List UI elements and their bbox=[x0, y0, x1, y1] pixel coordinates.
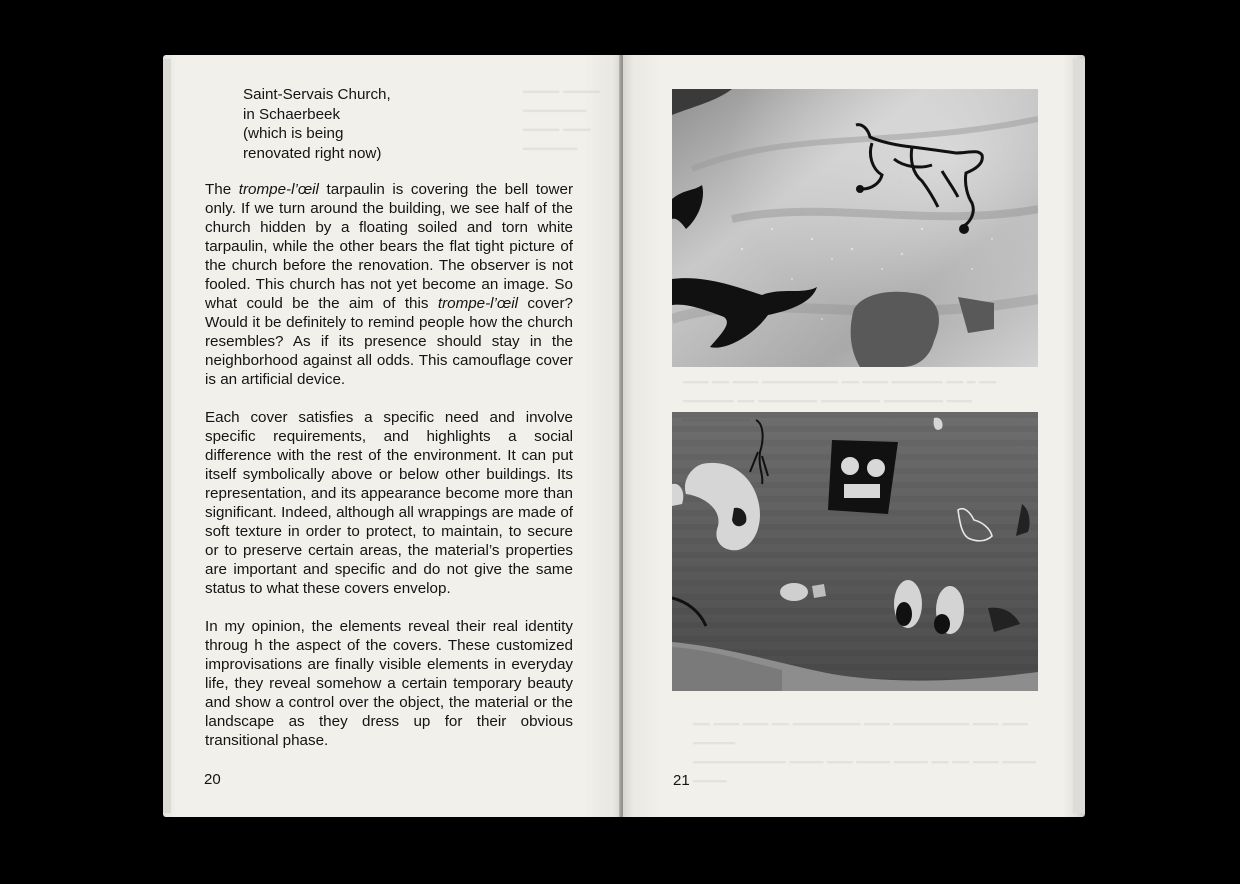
photo-grey-tarpaulin bbox=[672, 89, 1038, 367]
paragraph-text: tarpaulin is covering the bell tower only. If we turn around the building, we see half of the church hidden by a floating soiled and torn white tarpaulin, while the other bears the flat tight picture of the church before the renovation. The observer is not fooled. This church has not yet become an image. So what could be the aim of this bbox=[205, 181, 574, 312]
page-edge-right bbox=[1073, 59, 1085, 813]
show-through-text: ━━━━ ━━━━ ━━━━━━━ ━━━━ ━━━ ━━━━━━ bbox=[523, 84, 600, 158]
page-number-left: 20 bbox=[204, 771, 221, 788]
paragraph-text: In my opinion, the elements reveal their real identity throug h the aspect of the covers. These customized improvisations are finally visible elements in everyday life, they reveal somehow a certain temporary beauty and show a control over the object, the material or the landscape as they dress up for their obvious transitional phase. bbox=[205, 618, 573, 749]
paragraph-emphasis: trompe-l’œil bbox=[437, 295, 519, 312]
show-through-text: ━━━ ━━ ━━━ ━━━━━━━━━ ━━ ━━━ ━━━━━━ ━━ ━ ━━ ━━━━━━ ━━ ━━━━━━━ ━━━━━━━ ━━━━━━━ ━━━ ━━━━━━━━ bbox=[683, 374, 997, 428]
open-book bbox=[163, 55, 1085, 817]
photo-dark-cover bbox=[672, 412, 1038, 691]
show-through-text: ━━ ━━━ ━━━ ━━ ━━━━━━━━ ━━━ ━━━━━━━━━ ━━━ ━━━ ━━━━━ ━━━━━━━━━━━ ━━━━ ━━━ ━━━━ ━━━━ ━━ ━━ ━━━ ━━━━ ━━━━ bbox=[693, 716, 1036, 789]
paragraph-text: The bbox=[205, 181, 239, 198]
paragraph-1 bbox=[205, 180, 573, 389]
left-page bbox=[163, 55, 621, 817]
photo-caption bbox=[243, 85, 503, 163]
paragraph-text: cover? Would it be definitely to remind people how the church resembles? As if its presence should stay in the neighborhood against all odds. This camouflage cover is an artificial device. bbox=[205, 295, 573, 388]
caption-line: renovated right now) bbox=[243, 144, 382, 162]
caption-line: (which is being bbox=[243, 125, 344, 142]
paragraph-2 bbox=[205, 408, 573, 598]
photo-2-image bbox=[672, 412, 1038, 691]
caption-line: Saint-Servais Church, bbox=[243, 86, 391, 103]
photo-1-image bbox=[672, 89, 1038, 367]
paragraph-emphasis: trompe-l’œil bbox=[238, 181, 319, 198]
page-number-right: 21 bbox=[673, 772, 690, 789]
right-page bbox=[623, 55, 1085, 817]
paragraph-3 bbox=[205, 617, 573, 750]
paragraph-text: Each cover satisfies a specific need and involve specific requirements, and highlights a social difference with the rest of the environment. It can put itself symbolically above or below other buildings. Its representation, and its appearance become more than significant. Indeed, although all wrappings are made of soft texture in order to protect, to maintain, to secure or to preserve certain areas, the material’s properties are important and specific and do not give the same status to what these covers envelop. bbox=[205, 409, 573, 597]
page-edge-left bbox=[163, 59, 171, 813]
caption-line: in Schaerbeek bbox=[243, 105, 341, 123]
